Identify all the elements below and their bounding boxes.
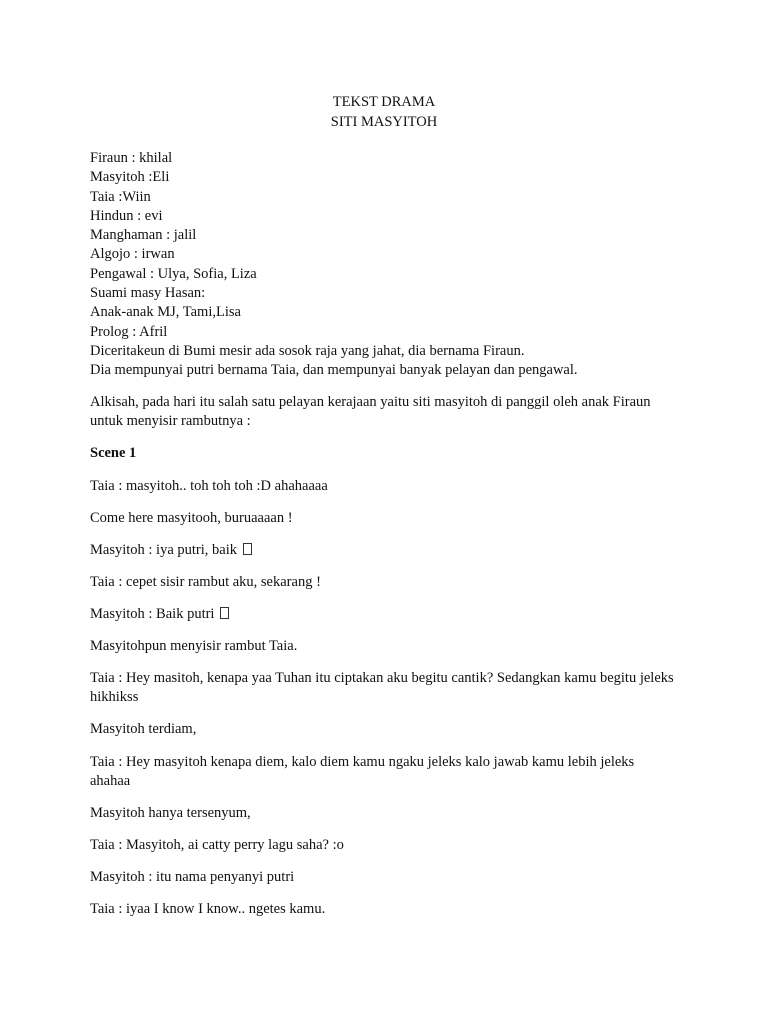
cast-line: Prolog : Afril: [90, 323, 168, 340]
dialogue-line: [90, 900, 690, 919]
dialogue-line: [90, 541, 690, 560]
cast-line: Masyitoh :Eli: [90, 169, 170, 186]
dialogue-line: [90, 720, 690, 739]
dialogue-line: [90, 753, 690, 792]
missing-glyph-icon: [243, 543, 252, 555]
dialogue-line: [90, 605, 690, 624]
dialogue-text: hikhikss: [90, 689, 139, 706]
dialogue-text: Masyitoh terdiam,: [90, 721, 197, 737]
cast-line: Suami masy Hasan:: [90, 285, 206, 302]
dialogue-text: Taia : Hey masyitoh kenapa diem, kalo diem kamu ngaku jeleks kalo jawab kamu lebih jeleks: [90, 754, 635, 770]
dialogue-text: Taia : Masyitoh, ai catty perry lagu saha? :o: [90, 837, 344, 853]
dialogue-text: Masyitohpun menyisir rambut Taia.: [90, 638, 298, 654]
dialogue-text: Taia : iyaa I know I know.. ngetes kamu.: [90, 901, 326, 917]
document-subtitle: SITI MASYITOH: [330, 114, 438, 130]
cast-list: [90, 149, 690, 381]
missing-glyph-icon: [220, 607, 229, 619]
dialogue-line: [90, 477, 690, 496]
dialogue-line: [90, 509, 690, 528]
dialogue-text: ahahaa: [90, 773, 131, 790]
dialogue-text: Taia : cepet sisir rambut aku, sekarang !: [90, 574, 321, 590]
document-title: TEKST DRAMA: [332, 94, 436, 110]
dialogue-line: [90, 669, 690, 708]
prolog-line: Dia mempunyai putri bernama Taia, dan mempunyai banyak pelayan dan pengawal.: [90, 362, 578, 379]
cast-line: Hindun : evi: [90, 207, 163, 224]
dialogue-text: Masyitoh : itu nama penyanyi putri: [90, 869, 295, 885]
dialogue-text: Masyitoh hanya tersenyum,: [90, 805, 251, 821]
dialogue-line: [90, 573, 690, 592]
dialogue-text: Taia : Hey masitoh, kenapa yaa Tuhan itu ciptakan aku begitu cantik? Sedangkan kamu begitu jeleks: [90, 670, 674, 686]
prolog-line: Diceritakeun di Bumi mesir ada sosok raja yang jahat, dia bernama Firaun.: [90, 342, 525, 359]
intro-line: untuk menyisir rambutnya :: [90, 413, 251, 430]
cast-line: Algojo : irwan: [90, 246, 175, 263]
cast-line: Pengawal : Ulya, Sofia, Liza: [90, 265, 257, 282]
dialogue-text: Come here masyitooh, buruaaaan !: [90, 510, 293, 526]
cast-line: Anak-anak MJ, Tami,Lisa: [90, 304, 241, 321]
cast-line: Firaun : khilal: [90, 150, 173, 166]
dialogue-line: [90, 637, 690, 656]
cast-line: Manghaman : jalil: [90, 227, 197, 244]
dialogue-text: Masyitoh : iya putri, baik: [90, 542, 241, 558]
intro-line: Alkisah, pada hari itu salah satu pelayan kerajaan yaitu siti masyitoh di panggil oleh anak Firaun: [90, 394, 651, 410]
dialogue-line: [90, 836, 690, 855]
cast-line: Taia :Wiin: [90, 188, 151, 205]
dialogue-line: [90, 804, 690, 823]
scene-heading: Scene 1: [90, 445, 137, 461]
dialogue-text: Taia : masyitoh.. toh toh toh :D ahahaaaa: [90, 478, 328, 494]
intro-paragraph: [90, 393, 690, 432]
dialogue-line: [90, 868, 690, 887]
dialogue-text: Masyitoh : Baik putri: [90, 606, 219, 622]
